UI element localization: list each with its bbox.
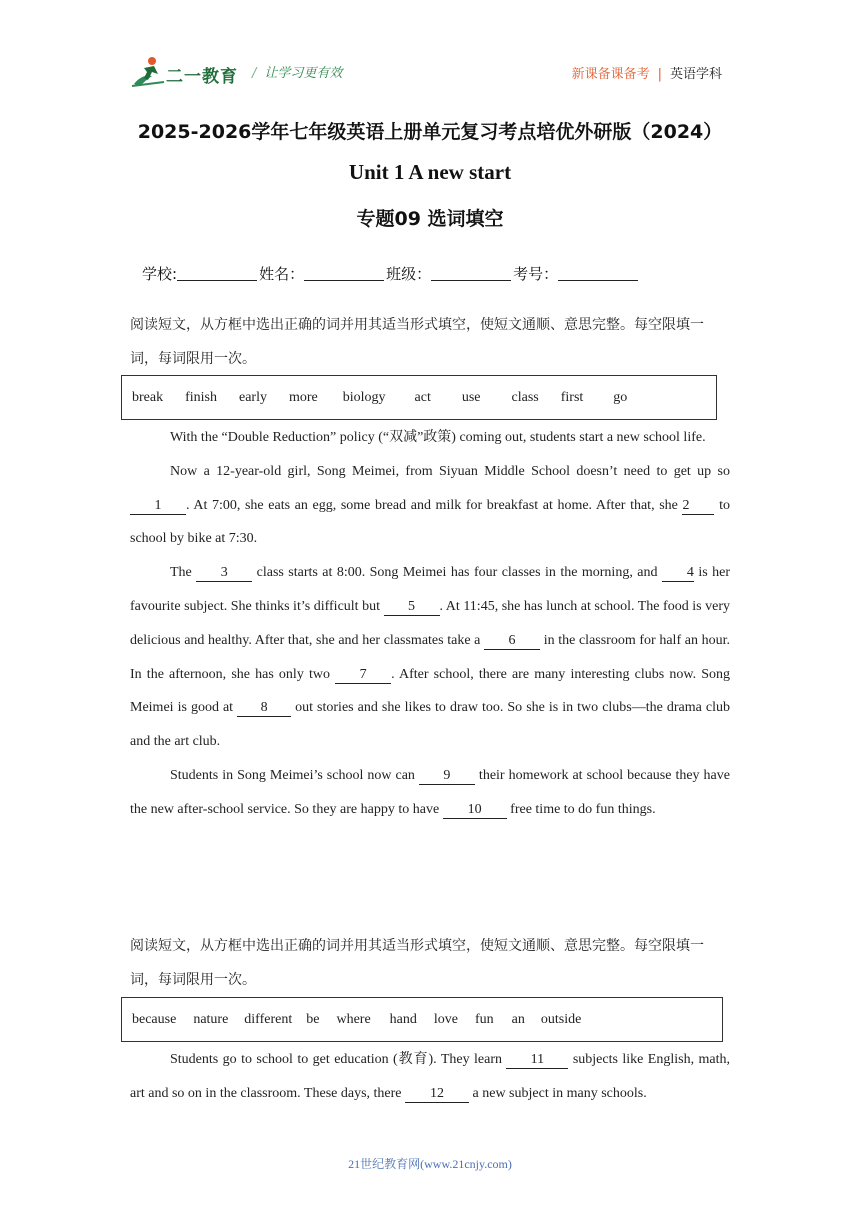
name-label: 姓名： [259, 265, 305, 283]
blank-11[interactable]: 11 [506, 1052, 568, 1069]
word-item: be [306, 1011, 320, 1027]
word-item: outside [540, 1011, 582, 1027]
section2-word-box [121, 997, 723, 1042]
tag-right: 英语学科 [669, 67, 722, 82]
paragraph [130, 455, 730, 556]
text-run: free time to do fun things. [506, 801, 656, 817]
number-label: 考号： [513, 265, 559, 283]
text-run: in the classroom for half an hour. In the afternoon, she has only two [130, 632, 731, 682]
runner-logo-icon [130, 54, 166, 90]
word-item: where [336, 1011, 371, 1027]
name-blank[interactable] [304, 266, 384, 281]
word-item: nature [193, 1011, 229, 1027]
blank-9[interactable]: 9 [419, 768, 475, 785]
word-item: fun [475, 1011, 494, 1027]
text-run: . At 11:45, she has lunch at school. The food is very delicious and healthy. After that, she and her classmates take a [130, 598, 731, 648]
blank-3[interactable]: 3 [196, 565, 252, 582]
blank-8[interactable]: 8 [237, 700, 291, 717]
section2-passage [130, 1043, 730, 1111]
slash-icon: / [252, 66, 257, 81]
text-run: With the “Double Reduction” policy (“双减”政策) coming out, students start a new school life. [170, 430, 706, 445]
subject-tag [572, 63, 722, 82]
text-run: a new subject in many schools. [469, 1085, 647, 1101]
paragraph [130, 1043, 730, 1111]
text-run: Students in Song Meimei’s school now can [170, 767, 419, 783]
word-item: first [560, 389, 584, 405]
school-label: 学校: [142, 265, 178, 283]
blank-2[interactable]: 2 [682, 498, 714, 515]
section1-instruction: 阅读短文，从方框中选出正确的词并用其适当形式填空，使短文通顺、意思完整。每空限填一词，每词限用一次。 [130, 317, 704, 367]
text-run: is her favourite subject. She thinks it’s difficult but [130, 565, 730, 614]
blank-6[interactable]: 6 [484, 633, 540, 650]
paragraph [130, 556, 730, 759]
word-item: hand [389, 1011, 417, 1027]
blank-12[interactable]: 12 [405, 1086, 469, 1103]
text-run: their homework at school because they have the new after-school service. So they are happy to have [130, 767, 730, 817]
class-blank[interactable] [431, 266, 511, 281]
word-item: act [414, 389, 431, 405]
text-run: Students go to school to get education (教育). They learn [170, 1052, 507, 1067]
section2-instruction: 阅读短文，从方框中选出正确的词并用其适当形式填空，使短文通顺、意思完整。每空限填一词，每词限用一次。 [130, 938, 704, 988]
text-run: . At 7:00, she eats an egg, some bread and milk for breakfast at home. After that, she [186, 497, 683, 513]
word-item: love [433, 1011, 458, 1027]
text-run: class starts at 8:00. Song Meimei has four classes in the morning, and [252, 565, 662, 581]
word-item: an [511, 1011, 525, 1027]
text-run: Now a 12-year-old girl, Song Meimei, from Siyuan Middle School doesn’t need to get up so [170, 463, 730, 479]
tag-separator: | [657, 67, 662, 82]
unit-title: Unit 1 A new start [348, 160, 512, 184]
logo [130, 54, 240, 90]
blank-4[interactable]: 4 [662, 565, 694, 582]
word-item: break [132, 389, 164, 405]
slogan-text: 让学习更有效 [264, 66, 343, 81]
school-blank[interactable] [177, 266, 257, 281]
topic-title: 专题09 选词填空 [356, 208, 504, 230]
word-item: different [244, 1011, 293, 1027]
logo-text: 二一教育 [166, 67, 238, 87]
number-blank[interactable] [558, 266, 638, 281]
blank-1[interactable]: 1 [130, 498, 186, 515]
class-label: 班级： [386, 265, 432, 283]
section1-passage [130, 421, 730, 827]
blank-7[interactable]: 7 [335, 667, 391, 684]
word-item: because [132, 1011, 177, 1027]
text-run: The [170, 565, 197, 581]
doc-title: 2025-2026学年七年级英语上册单元复习考点培优外研版（2024） [137, 121, 723, 143]
student-info-line [142, 263, 640, 284]
blank-10[interactable]: 10 [443, 802, 507, 819]
tag-left: 新课备课备考 [571, 67, 650, 82]
text-run: . After school, there are many interesting clubs now. Song Meimei is good at [130, 666, 730, 716]
section1-word-box [121, 375, 717, 420]
text-run: out stories and she likes to draw too. So she is in two clubs—the drama club and the art club. [130, 700, 730, 750]
word-item: class [511, 389, 539, 405]
word-item: more [288, 389, 318, 405]
word-item: biology [342, 389, 386, 405]
slogan [252, 62, 342, 81]
text-run: subjects like English, math, art and so on in the classroom. These days, there [130, 1052, 730, 1101]
blank-5[interactable]: 5 [384, 599, 440, 616]
page-header [130, 54, 730, 90]
text-run: to school by bike at 7:30. [130, 497, 730, 547]
word-item: finish [185, 389, 217, 405]
word-item: use [461, 389, 481, 405]
word-item: early [238, 389, 267, 405]
page-footer: 21世纪教育网(www.21cnjy.com) [348, 1157, 512, 1171]
word-item: go [613, 389, 628, 405]
paragraph [130, 759, 730, 827]
paragraph [130, 421, 730, 455]
